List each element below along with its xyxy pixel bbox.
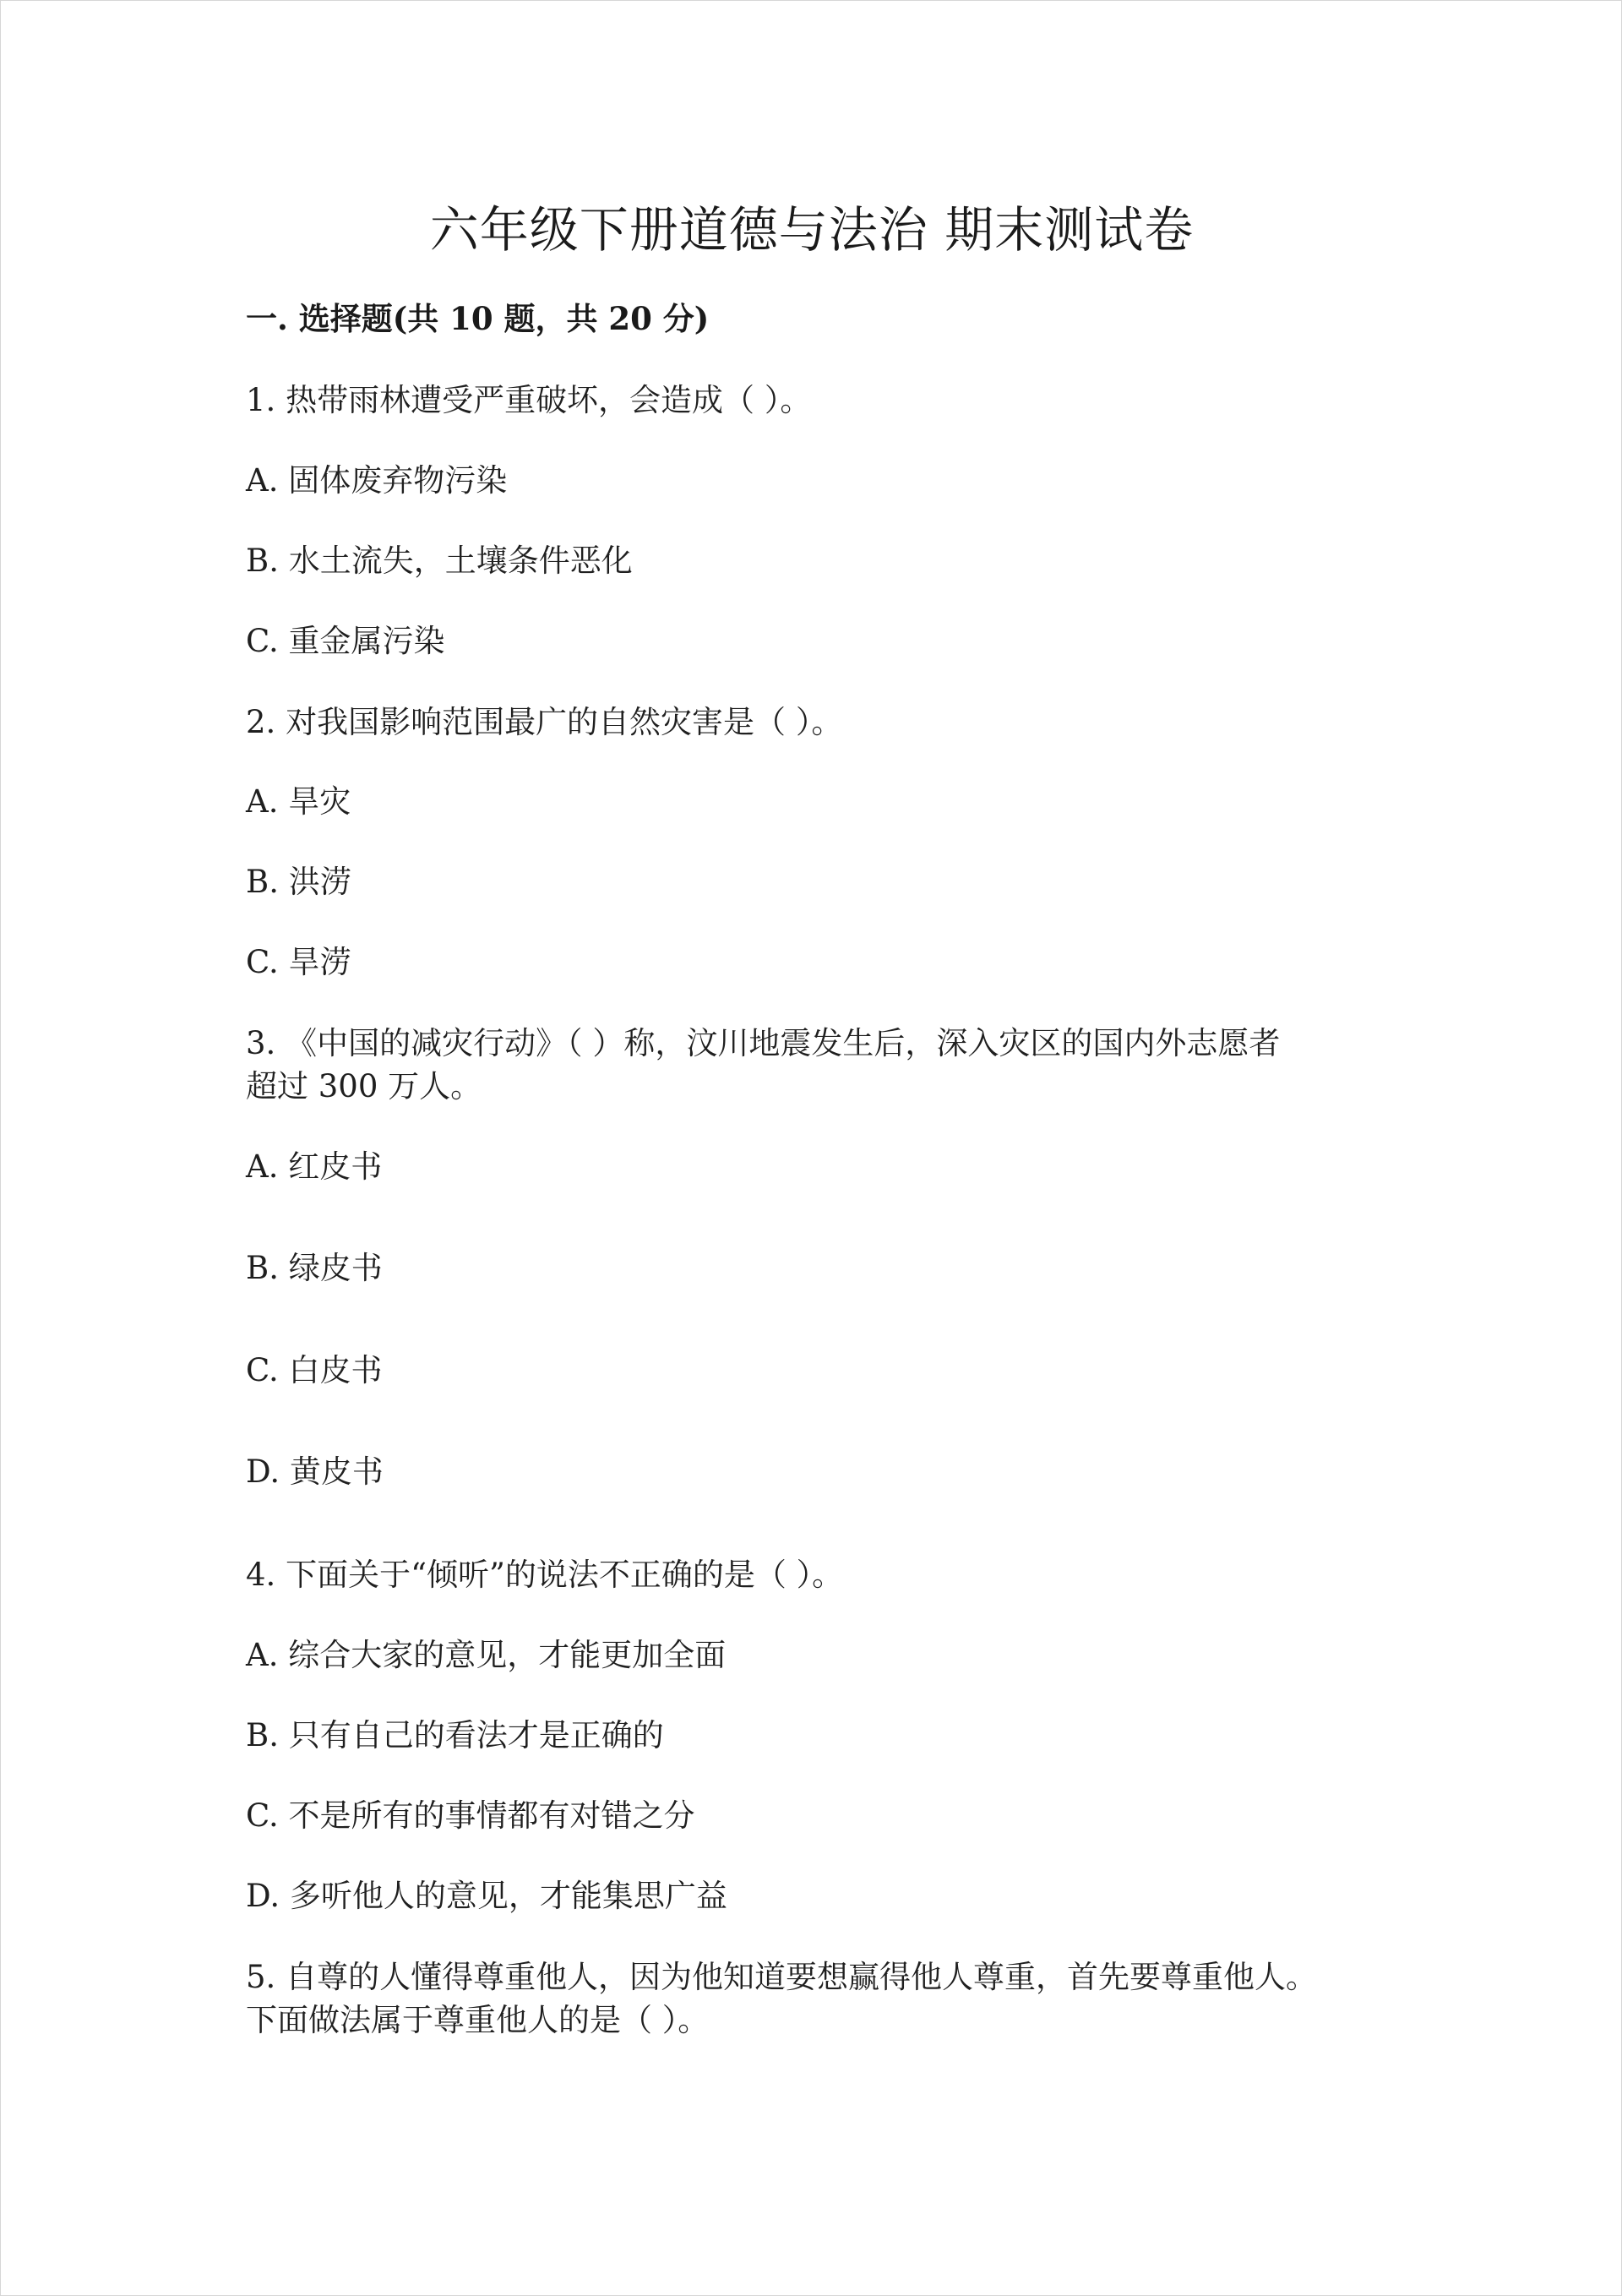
question-1-stem: 1. 热带雨林遭受严重破坏，会造成（ ）。: [246, 382, 812, 418]
question-3-stem-line-1: 3. 《中国的减灾行动》（ ）称，汶川地震发生后，深入灾区的国内外志愿者: [246, 1025, 1281, 1061]
question-3-option-b: B. 绿皮书: [246, 1250, 383, 1286]
question-5-stem-line-2: 下面做法属于尊重他人的是（ ）。: [246, 2002, 710, 2038]
exam-title: 六年级下册道德与法治 期末测试卷: [429, 201, 1195, 259]
question-5-stem-line-1: 5. 自尊的人懂得尊重他人，因为他知道要想赢得他人尊重，首先要尊重他人。: [246, 1959, 1318, 1995]
question-3-option-a: A. 红皮书: [246, 1148, 383, 1185]
question-1-option-c: C. 重金属污染: [246, 623, 445, 659]
question-4-option-c: C. 不是所有的事情都有对错之分: [246, 1797, 695, 1834]
question-1-option-a: A. 固体废弃物污染: [246, 462, 508, 499]
question-2-option-b: B. 洪涝: [246, 864, 351, 900]
question-4-option-a: A. 综合大家的意见，才能更加全面: [246, 1637, 727, 1673]
question-1-option-b: B. 水土流失，土壤条件恶化: [246, 543, 633, 579]
question-4-option-d: D. 多听他人的意见，才能集思广益: [246, 1878, 727, 1914]
section-heading: 一. 选择题(共 10 题，共 20 分): [246, 300, 710, 337]
question-2-option-a: A. 旱灾: [246, 783, 351, 820]
question-3-stem-line-2: 超过 300 万人。: [246, 1068, 482, 1104]
question-2-option-c: C. 旱涝: [246, 944, 351, 980]
question-4-option-b: B. 只有自己的看法才是正确的: [246, 1717, 664, 1753]
question-3-option-d: D. 黄皮书: [246, 1453, 384, 1490]
question-2-stem: 2. 对我国影响范围最广的自然灾害是（ ）。: [246, 704, 843, 740]
question-4-stem: 4. 下面关于“倾听”的说法不正确的是（ ）。: [246, 1557, 844, 1593]
question-3-option-c: C. 白皮书: [246, 1352, 383, 1388]
